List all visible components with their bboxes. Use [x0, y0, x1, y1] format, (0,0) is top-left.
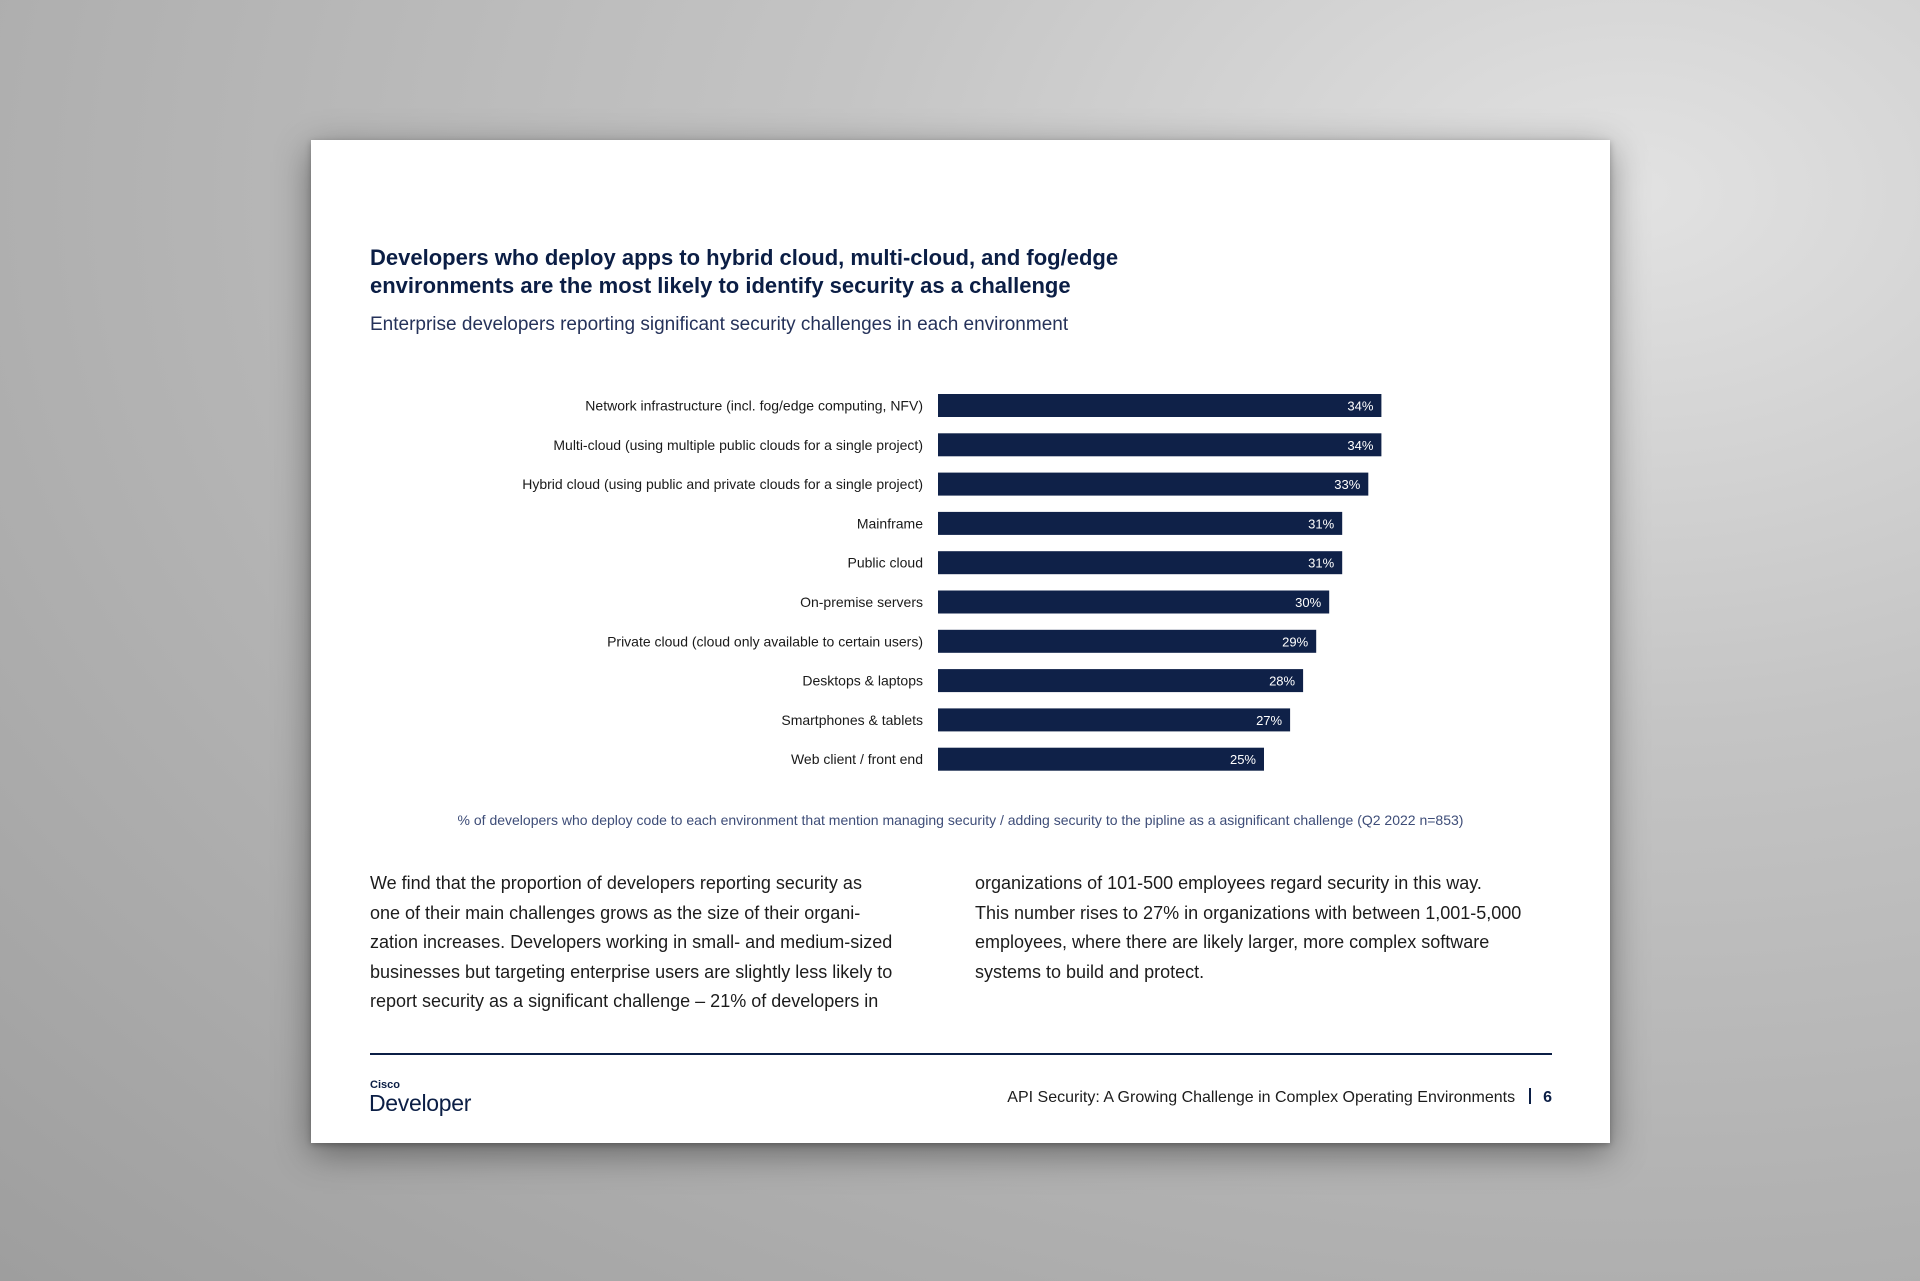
value-label: 27%	[1256, 712, 1283, 728]
page-number: 6	[1543, 1089, 1552, 1106]
body-text-right	[975, 869, 1535, 987]
category-label: Network infrastructure (incl. fog/edge computing, NFV)	[585, 397, 923, 414]
body-line: businesses but targeting enterprise users are slightly less likely to	[370, 961, 893, 982]
chart-footnote: % of developers who deploy code to each environment that mention managing security / adding security to the pipline as a asignificant challenge (Q2 2022 n=853)	[457, 812, 1464, 828]
body-line: organizations of 101-500 employees regard security in this way.	[975, 873, 1482, 893]
bar-7	[938, 669, 1303, 692]
value-label: 34%	[1347, 398, 1374, 414]
footer-separator	[1529, 1088, 1531, 1104]
title-line: Developers who deploy apps to hybrid cloud, multi-cloud, and fog/edge	[370, 245, 1119, 270]
body-line: This number rises to 27% in organizations with between 1,001-5,000	[975, 902, 1522, 923]
bar-1	[938, 433, 1381, 456]
body-line: one of their main challenges grows as the size of their organi-	[370, 902, 861, 923]
bar-0	[938, 394, 1381, 417]
value-label: 33%	[1334, 477, 1361, 493]
category-label: Web client / front end	[790, 751, 923, 768]
category-label: Desktops & laptops	[802, 672, 923, 689]
title-line: environments are the most likely to identify security as a challenge	[370, 273, 1071, 298]
logo-product: Developer	[369, 1090, 472, 1116]
bar-6	[938, 630, 1316, 653]
logo-brand: Cisco	[370, 1079, 400, 1091]
category-label: Multi-cloud (using multiple public clouds for a single project)	[553, 436, 923, 453]
bar-chart	[311, 140, 1610, 780]
bar-3	[938, 512, 1342, 535]
value-label: 31%	[1308, 516, 1335, 532]
value-label: 25%	[1229, 752, 1256, 768]
body-text-left	[370, 869, 930, 1017]
body-line: zation increases. Developers working in small- and medium-sized	[370, 932, 893, 952]
bar-5	[938, 591, 1329, 614]
value-label: 30%	[1295, 595, 1322, 610]
category-label: Smartphones & tablets	[781, 711, 923, 728]
body-line: report security as a significant challenge – 21% of developers in	[370, 991, 879, 1011]
bar-8	[938, 708, 1290, 731]
footer-doc-title: API Security: A Growing Challenge in Complex Operating Environments	[1007, 1089, 1516, 1106]
value-label: 31%	[1308, 555, 1335, 571]
category-label: On-premise servers	[800, 594, 923, 610]
chart-subtitle: Enterprise developers reporting significant security challenges in each environment	[370, 314, 1069, 335]
body-line: We find that the proportion of developers reporting security as	[370, 873, 862, 893]
value-label: 29%	[1282, 634, 1309, 650]
bar-9	[938, 748, 1264, 771]
value-label: 28%	[1269, 673, 1296, 689]
body-line: systems to build and protect.	[975, 961, 1205, 982]
bar-4	[938, 551, 1342, 574]
category-label: Public cloud	[847, 554, 923, 571]
body-line: employees, where there are likely larger, more complex software	[975, 932, 1490, 952]
category-label: Mainframe	[856, 515, 923, 532]
category-label: Private cloud (cloud only available to certain users)	[607, 633, 923, 650]
document-page	[311, 140, 1610, 1143]
footer-divider	[370, 1053, 1552, 1055]
bar-2	[938, 473, 1368, 496]
footer-doc-info	[1007, 1088, 1552, 1107]
value-label: 34%	[1347, 437, 1374, 453]
category-label: Hybrid cloud (using public and private clouds for a single project)	[522, 476, 923, 493]
